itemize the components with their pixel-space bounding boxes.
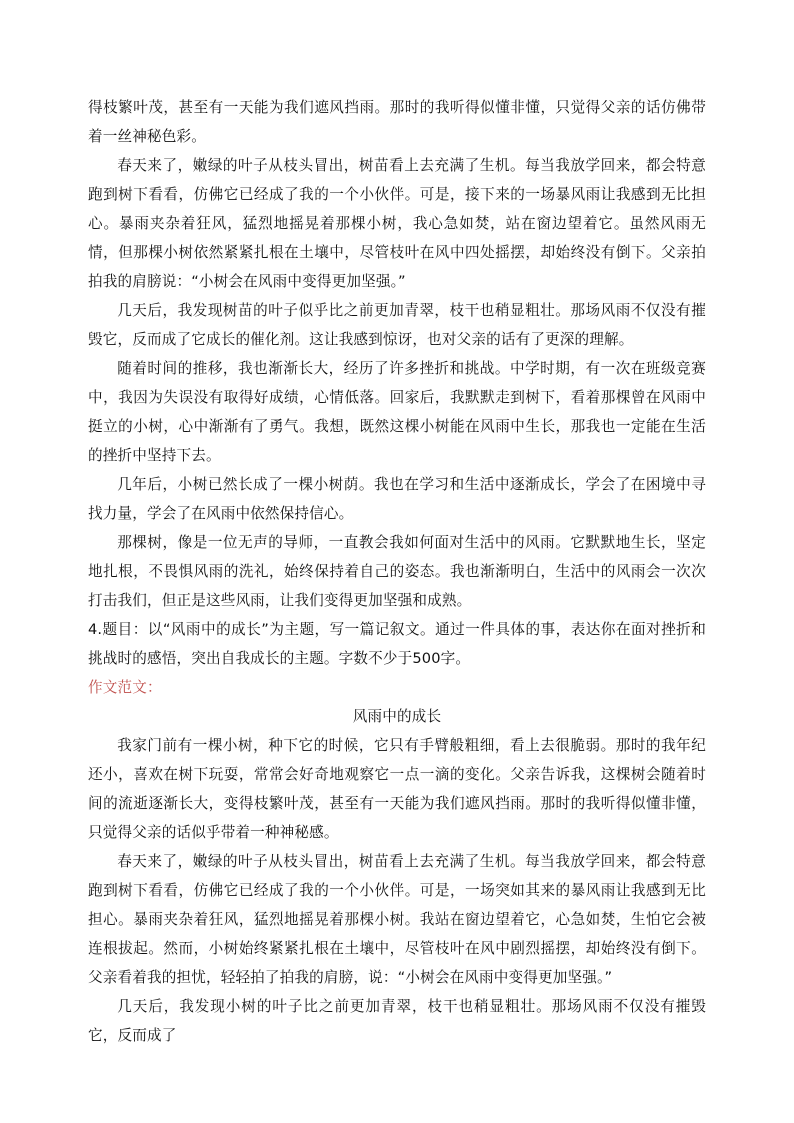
paragraph: 那棵树，像是一位无声的导师，一直教会我如何面对生活中的风雨。它默默地生长，坚定地扎根，不畏惧风雨的洗礼，始终保持着自己的姿态。我也渐渐明白，生活中的风雨会一次次打击我们，但正是这些风雨，让我们变得更加坚强和成熟。 — [88, 534, 706, 609]
question-prompt: 4.题目：以“风雨中的成长”为主题，写一篇记叙文。通过一件具体的事，表达你在面对挫折和挑战时的感悟，突出自我成长的主题。字数不少于500字。 — [88, 621, 706, 667]
paragraph: 随着时间的推移，我也渐渐长大，经历了许多挫折和挑战。中学时期，有一次在班级竞赛中，我因为失误没有取得好成绩，心情低落。回家后，我默默走到树下，看着那棵曾在风雨中挺立的小树，心中渐渐有了勇气。我想，既然这棵小树能在风雨中生长，那我也一定能在生活的挫折中坚持下去。 — [88, 360, 706, 464]
document-body — [88, 93, 706, 1050]
paragraph: 春天来了，嫩绿的叶子从枝头冒出，树苗看上去充满了生机。每当我放学回来，都会特意跑到树下看看，仿佛它已经成了我的一个小伙伴。可是，一场突如其来的暴风雨让我感到无比担心。暴雨夹杂着狂风，猛烈地摇晃着那棵小树。我站在窗边望着它，心急如焚，生怕它会被连根拔起。然而，小树始终紧紧扎根在土壤中，尽管枝叶在风中剧烈摇摆，却始终没有倒下。父亲看着我的担忧，轻轻拍了拍我的肩膀，说：“小树会在风雨中变得更加坚强。” — [88, 853, 706, 986]
paragraph: 几天后，我发现树苗的叶子似乎比之前更加青翠，枝干也稍显粗壮。那场风雨不仅没有摧毁它，反而成了它成长的催化剂。这让我感到惊讶，也对父亲的话有了更深的理解。 — [88, 302, 706, 348]
sample-essay-label: 作文范文： — [88, 679, 162, 696]
paragraph: 几年后，小树已然长成了一棵小树荫。我也在学习和生活中逐渐成长，学会了在困境中寻找力量，学会了在风雨中依然保持信心。 — [88, 476, 706, 522]
paragraph: 春天来了，嫩绿的叶子从枝头冒出，树苗看上去充满了生机。每当我放学回来，都会特意跑到树下看看，仿佛它已经成了我的一个小伙伴。可是，接下来的一场暴风雨让我感到无比担心。暴雨夹杂着狂风，猛烈地摇晃着那棵小树，我心急如焚，站在窗边望着它。虽然风雨无情，但那棵小树依然紧紧扎根在土壤中，尽管枝叶在风中四处摇摆，却始终没有倒下。父亲拍拍我的肩膀说：“小树会在风雨中变得更加坚强。” — [88, 157, 706, 290]
paragraph: 几天后，我发现小树的叶子比之前更加青翠，枝干也稍显粗壮。那场风雨不仅没有摧毁它，反而成了 — [88, 998, 706, 1044]
paragraph: 我家门前有一棵小树，种下它的时候，它只有手臂般粗细，看上去很脆弱。那时的我年纪还小，喜欢在树下玩耍，常常会好奇地观察它一点一滴的变化。父亲告诉我，这棵树会随着时间的流逝逐渐长大，变得枝繁叶茂，甚至有一天能为我们遮风挡雨。那时的我听得似懂非懂，只觉得父亲的话似乎带着一种神秘感。 — [88, 737, 706, 841]
paragraph: 得枝繁叶茂，甚至有一天能为我们遮风挡雨。那时的我听得似懂非懂，只觉得父亲的话仿佛带着一丝神秘色彩。 — [88, 99, 706, 145]
essay-title: 风雨中的成长 — [352, 708, 442, 725]
